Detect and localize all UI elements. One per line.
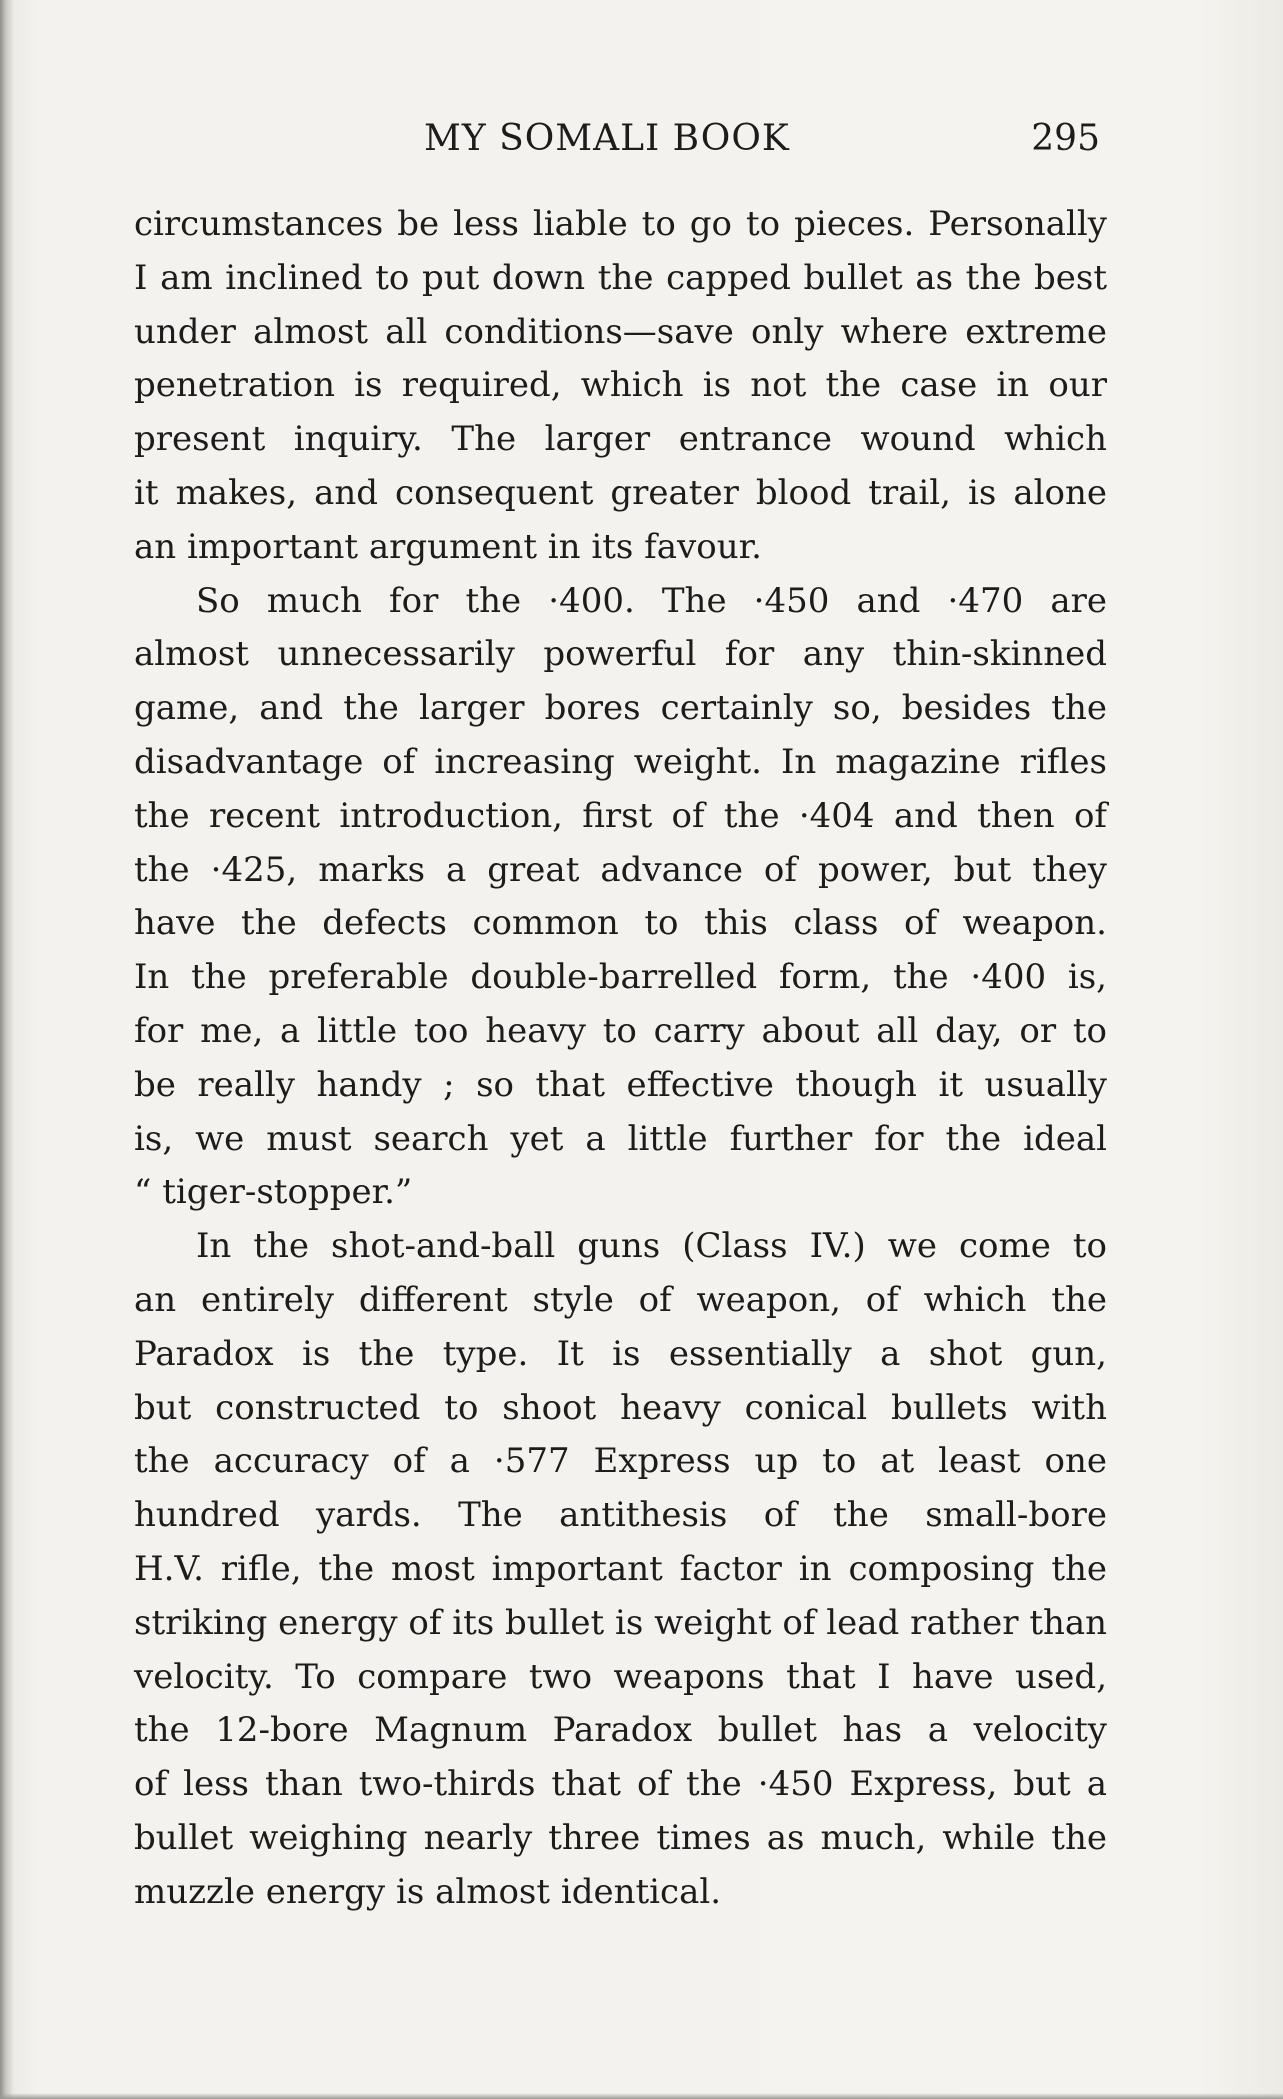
spine-shadow bbox=[0, 0, 14, 2099]
text-line: an important argument in its favour. bbox=[134, 526, 762, 567]
running-title: MY SOMALI BOOK bbox=[424, 118, 790, 159]
text-line: be really handy ; so that effective though it usually bbox=[134, 1064, 1107, 1105]
text-line: bullet weighing nearly three times as much, while the bbox=[134, 1817, 1107, 1858]
text-line: game, and the larger bores certainly so, besides the bbox=[134, 688, 1107, 729]
page-header bbox=[130, 118, 1130, 178]
text-line: Paradox is the type. It is essentially a shot gun, bbox=[134, 1333, 1107, 1374]
text-line: So much for the ·400. The ·450 and ·470 are bbox=[196, 580, 1107, 621]
text-line: “ tiger-stopper.” bbox=[134, 1172, 413, 1213]
text-line: muzzle energy is almost identical. bbox=[134, 1871, 722, 1912]
text-line: of less than two-thirds that of the ·450 Express, but a bbox=[134, 1764, 1107, 1805]
text-line: In the shot-and-ball guns (Class IV.) we come to bbox=[196, 1226, 1107, 1267]
page-number: 295 bbox=[1031, 118, 1100, 159]
text-line: velocity. To compare two weapons that I have used, bbox=[134, 1656, 1107, 1697]
text-line: I am inclined to put down the capped bullet as the best bbox=[134, 257, 1107, 298]
text-line: but constructed to shoot heavy conical bullets with bbox=[134, 1387, 1107, 1428]
text-line: present inquiry. The larger entrance wound which bbox=[134, 419, 1107, 460]
text-line: hundred yards. The antithesis of the small-bore bbox=[134, 1495, 1107, 1536]
text-line: under almost all conditions—save only where extreme bbox=[134, 311, 1107, 352]
text-line: it makes, and consequent greater blood trail, is alone bbox=[134, 472, 1107, 513]
body-text bbox=[134, 198, 1107, 1920]
text-line: the accuracy of a ·577 Express up to at least one bbox=[134, 1441, 1107, 1482]
text-line: have the defects common to this class of weapon. bbox=[134, 903, 1107, 944]
text-line: penetration is required, which is not the case in our bbox=[134, 365, 1107, 406]
page-bottom-edge bbox=[0, 2093, 1283, 2099]
text-line: for me, a little too heavy to carry about all day, or to bbox=[134, 1010, 1107, 1051]
text-line: circumstances be less liable to go to pieces. Personally bbox=[134, 204, 1107, 244]
text-line: H.V. rifle, the most important factor in composing the bbox=[134, 1548, 1107, 1589]
text-line: the ·425, marks a great advance of power, but they bbox=[134, 849, 1107, 890]
text-line: is, we must search yet a little further for the ideal bbox=[134, 1118, 1107, 1159]
text-line: an entirely different style of weapon, of which the bbox=[134, 1279, 1107, 1320]
text-line: In the preferable double-barrelled form, the ·400 is, bbox=[134, 957, 1107, 998]
text-line: almost unnecessarily powerful for any thin-skinned bbox=[134, 634, 1107, 675]
text-line: disadvantage of increasing weight. In magazine rifles bbox=[134, 741, 1107, 782]
text-line: the recent introduction, first of the ·404 and then of bbox=[134, 795, 1107, 836]
text-line: the 12-bore Magnum Paradox bullet has a velocity bbox=[134, 1710, 1107, 1751]
text-line: striking energy of its bullet is weight of lead rather than bbox=[134, 1602, 1108, 1643]
